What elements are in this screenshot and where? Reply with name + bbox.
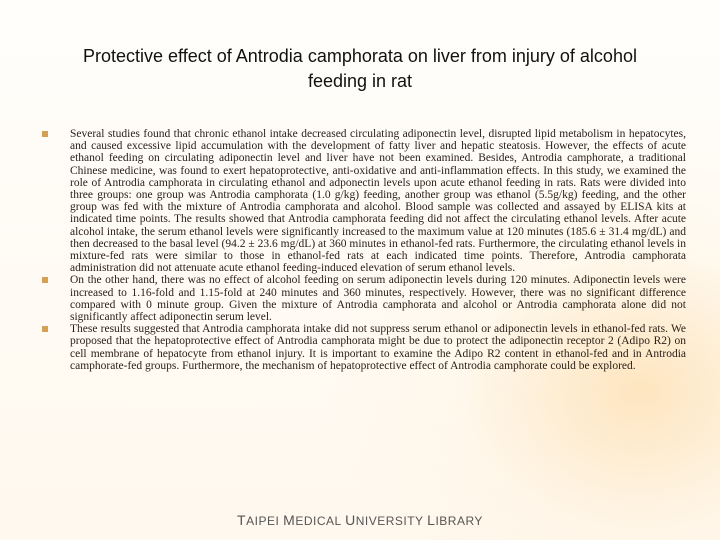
bullet-item — [40, 323, 686, 372]
bullet-list — [40, 128, 686, 372]
bullet-text: On the other hand, there was no effect of alcohol feeding on serum adiponectin levels during 120 minutes. Adiponectin levels were increased to 1.16-fold and 1.15-fold at 240 minutes and 360 minutes, respectively. However, there was no significant difference compared with 0 minute group. Given the mixture of Antrodia camphorata and alcohol or Antrodia camphorata alone did not significantly affect adiponectin serum level. — [70, 274, 686, 324]
bullet-text: These results suggested that Antrodia camphorata intake did not suppress serum ethanol or adiponectin levels in ethanol-fed rats. We proposed that the hepatoprotective effect of Antrodia camphorata might be due to protect the adiponectin receptor 2 (Adipo R2) on cell membrane of hepatocyte from ethanol injury. It is important to examine the Adipo R2 content in ethanol-fed and in Antrodia camphorate-fed groups. Furthermore, the mechanism of hepatoprotective effect of Antrodia camphorate could be explored. — [70, 323, 686, 372]
bullet-item — [40, 128, 686, 274]
slide-title-line-2: feeding in rat — [307, 71, 413, 91]
footer-initial: U — [345, 512, 356, 528]
slide-title — [40, 44, 680, 94]
footer-initial: L — [427, 512, 436, 528]
footer-initial: T — [237, 512, 247, 528]
bullet-text: Several studies found that chronic ethanol intake decreased circulating adiponectin level, disrupted lipid metabolism in hepatocytes, and caused excessive lipid accumulation with the development of fatty liver and hepatic steatosis. However, the effects of acute ethanol feeding on circulating adiponectin level and liver have not been examined. Besides, Antrodia camphorate, a traditional Chinese medicine, was found to exert hepatoprotective, anti-oxidative and anti-inflammation effects. In this study, we examined the role of Antrodia camphorata in circulating ethanol and adponectin levels upon acute ethanol feeding in rats. Rats were divided into three groups: one group was Antrodia camphorata (1.0 g/kg) feeding, another group was ethanol (5.5g/kg) feeding, and the other group was fed with the mixture of Antrodia camphorata and alcohol. Blood sample was collected and assayed by ELISA kits at indicated time points. The results showed that Antrodia camphorata feeding did not affect the circulating ethanol levels. After acute alcohol intake, the serum ethanol levels were significantly increased to the maximum value at 120 minutes (185.6 ± 31.4 mg/dL) and then decreased to the basal level (94.2 ± 23.6 mg/dL) at 360 minutes in ethanol-fed rats. Furthermore, the circulating ethanol levels in mixture-fed rats were similar to those in ethanol-fed rats at each indicated time points. Therefore, Antrodia camphorata administration did not attenuate acute ethanol feeding-induced elevation of serum ethanol levels. — [70, 128, 686, 275]
slide-title-line-1: Protective effect of Antrodia camphorata on liver from injury of alcohol — [83, 46, 637, 66]
footer-word: NIVERSITY — [355, 514, 424, 528]
square-bullet-icon — [42, 277, 48, 283]
square-bullet-icon — [42, 131, 48, 137]
footer-word: AIPEI — [246, 514, 280, 528]
footer-word: EDICAL — [295, 514, 342, 528]
square-bullet-icon — [42, 326, 48, 332]
footer-word: IBRARY — [435, 514, 483, 528]
footer-library-name — [0, 512, 720, 528]
bullet-item — [40, 274, 686, 323]
footer-initial: M — [283, 512, 296, 528]
